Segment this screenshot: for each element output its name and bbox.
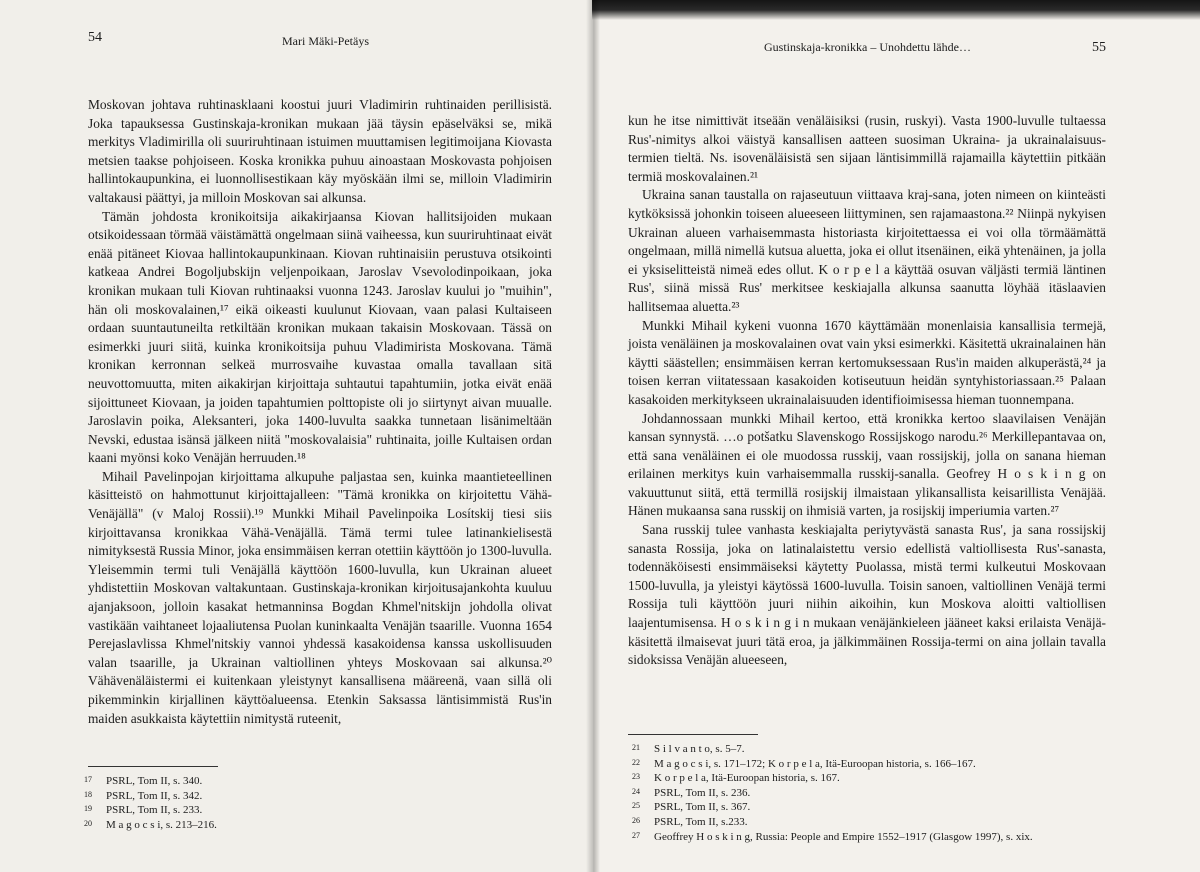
footnote-number: 24: [632, 786, 640, 796]
paragraph: Munkki Mihail kykeni vuonna 1670 käyttämään monenlaisia kansallisia termejä, joista venäläinen ja moskovalainen ovat vain yksi esimerkki. Käsitettä ukrainalainen hän käytti säästellen; ensimmäisen kerran kertomuksessaan Rus'in maiden alkuperästä,²⁴ ja toisen kerran viitatessaan kasakoiden kotiseutuun heidän syntyhistoriassaan.²⁵ Palaan kasakoiden merkitykseen ukrainalaisuuden identifioimisessa hieman tuonnempana.: [628, 317, 1106, 407]
body-text: [628, 112, 1106, 670]
footnote-text: PSRL, Tom II, s. 342.: [106, 789, 203, 802]
scan-shadow: [592, 0, 1200, 20]
footnote: [632, 771, 1102, 786]
footnotes: [84, 774, 544, 832]
footnote-number: 26: [632, 815, 640, 825]
body-text: [88, 96, 552, 728]
footnote-text: M a g o c s i, s. 171–172; K o r p e l a, Itä-Euroopan historia, s. 166–167.: [654, 757, 976, 770]
footnote: [84, 818, 544, 833]
footnote-text: PSRL, Tom II, s. 236.: [654, 786, 751, 799]
footnote: [632, 815, 1102, 830]
footnote: [84, 803, 544, 818]
footnote-number: 25: [632, 801, 640, 811]
footnote-text: S i l v a n t o, s. 5–7.: [654, 743, 745, 755]
footnote-number: 27: [632, 830, 640, 840]
footnote: [632, 800, 1102, 815]
footnote-text: PSRL, Tom II, s. 367.: [654, 801, 751, 814]
paragraph: Ukraina sanan taustalla on rajaseutuun viittaava kraj-sana, joten nimeen on kiinteästi kytköksissä johonkin toiseen alueeseen liittyminen, sen rajamaastona.²² Niinpä nykyisen Ukrainan alueen varhaisemmasta historiasta kirjoitettaessa ei voi olla törmäämättä ongelmaan, millä nimellä kutsua aluetta, joka ei ollut itsenäinen, eikä yhtenäinen, ja jolla ei yksiselitteistä nimeä edes ollut. K o r p e l a käyttää osuvan väljästi termiä läntinen Rus', siinä missä Rus' merkitsee keskiajalla alkunsa saanutta löyhää itäslaavien hallitsemaa aluetta.²³: [628, 187, 1106, 314]
footnote-rule: [88, 766, 218, 767]
footnote-text: PSRL, Tom II, s.233.: [654, 815, 748, 828]
left-page: [0, 0, 592, 872]
paragraph: Moskovan johtava ruhtinasklaani koostui juuri Vladimirin ruhtinaiden perillisistä. Joka tapauksessa Gustinskaja-kronikan mukaan jää täysin epäselväksi se, mikä merkitys Vladimirilla oli suuriruhtinaan istuimen muuttamisen legitimoijana Kiovasta metsien taakse pohjoiseen. Koska kronikka puhuu ainoastaan Moskovasta pohjoisen hallintokaupunkina, ei luonnollisestikaan käy myöskään ilmi se, milloin Vladimirin valtakausi päättyi, ja milloin Moskovan sai alkunsa.: [88, 97, 552, 205]
paragraph: Johdannossaan munkki Mihail kertoo, että kronikka kertoo slaavilaisen Venäjän kansan synnystä. …o potšatku Slavenskogo Rossijskogo narodu.²⁶ Merkillepantavaa on, että sana venäläinen ei ole muodossa russkij, vaan rossijskij, jolla on sanana hieman erilainen merkitys kuin varhaisemmalla russkij-sanalla. Geofrey H o s k i n g on vakuuttunut siitä, että termillä rosijskij ilmaistaan ylikansallista keisarillista Venäjää. Hänen mukaansa sana russkij on ihmisiä varten, ja rosijskij imperiumia varten.²⁷: [628, 410, 1106, 519]
footnote-rule: [628, 734, 758, 735]
footnote: [84, 774, 544, 789]
right-page: [592, 0, 1200, 872]
footnote: [632, 742, 1102, 757]
footnote-text: PSRL, Tom II, s. 340.: [106, 775, 203, 787]
footnote: [632, 786, 1102, 801]
footnote: [632, 830, 1102, 845]
footnote-number: 20: [84, 818, 92, 828]
running-head: Gustinskaja-kronikka – Unohdettu lähde…: [764, 40, 971, 54]
footnote: [632, 757, 1102, 772]
paragraph: kun he itse nimittivät itseään venäläisiksi (rusin, ruskyi). Vasta 1900-luvulle tultaessa Rus'-nimitys alkoi väistyä kansallisen aatteen suosiman Ukraina- ja ukrainalaisuus-termien tieltä. Ns. isovenäläisistä sen sijaan läntisimmillä rajamailla käytettiin pitkään termiä moskovalainen.²¹: [628, 113, 1106, 184]
page-number: 54: [88, 30, 102, 45]
footnote: [84, 789, 544, 804]
footnote-text: Geoffrey H o s k i n g, Russia: People and Empire 1552–1917 (Glasgow 1997), s. xix.: [654, 830, 1033, 843]
footnote-text: PSRL, Tom II, s. 233.: [106, 804, 203, 817]
footnote-number: 23: [632, 772, 640, 782]
footnote-number: 21: [632, 743, 640, 752]
footnote-number: 18: [84, 789, 92, 799]
footnote-number: 19: [84, 804, 92, 814]
paragraph: Sana russkij tulee vanhasta keskiajalta periytyvästä sanasta Rus', ja sana rossijskij sanasta Rossija, joka on latinalaistettu versio edellistä valtiollisesta Rus'-sanasta, todennäköisesti ensimmäiseksi käytetty Puolassa, mistä termi kulkeutui Moskovaan 1500-luvulla, ja yleistyi käytössä 1600-luvulla. Toisin sanoen, valtiollinen Venäjä termi Rossija tuli käyttöön juuri niihin aikoihin, kun Moskova aloitti valtiollisen laajentumisensa. H o s k i n g i n mukaan venäjänkieleen jääneet kaksi erilaista Venäjä-käsitettä ilmaisevat juuri tätä eroa, ja jälkimmäinen Rossija-termi on aina jollain tavalla sidoksissa Venäjän alueeseen,: [628, 522, 1106, 668]
paragraph: Mihail Pavelinpojan kirjoittama alkupuhe paljastaa sen, kuinka maantieteellinen käsitteistö on hahmottunut kirjoittajalleen: "Tämä kronikka on kirjoitettu Vähä-Venäjällä" (v Maloj Rossii).¹⁹ Munkki Mihail Pavelinpoika Losítskij tiesi siis kirjoittavansa kronikkaa Vähä-Venäjällä. Tämä termi tulee latinankielisestä nimityksestä Russia Minor, joka ensimmäisen kerran otettiin käyttöön jo 1300-luvulla. Yleisemmin termi tuli Venäjällä käyttöön 1600-luvulla, kun Ukrainan alueet yhdistettiin Moskovan valtakuntaan. Gustinskaja-kronikan kirjoitusajankohta kuuluu ajanjaksoon, jolloin kasakat hetmanninsa Bogdan Khmel'nitskijn johdolla olivat vastikään vaihtaneet lojaaliutensa Puolan kuninkaalta Venäjän tsaarille. Vuonna 1654 Perejaslavlissa Khmel'nitskiy vannoi yhdessä kasakoidensa kanssa uskollisuuden valan tsaarille, ja Ukrainan valtiollinen yhteys Moskovaan sai alkunsa.²⁰ Vähävenäläistermi ei kuitenkaan yleistynyt kansallisena määreenä, vaan sillä oli pikemminkin kirjallinen käyttöalueensa. Etenkin Saksassa läntisimmistä Rus'in maiden asukkaista käytettiin nimitystä ruteenit,: [88, 468, 552, 726]
paragraph: Tämän johdosta kronikoitsija aikakirjaansa Kiovan hallitsijoiden mukaan otsikoidessaan törmää väistämättä ongelmaan siinä vaiheessa, kun suuriruhtinaat eivät enää pitäneet Kiovaa hallintokaupunkinaan. Kiovan ruhtinaisiin perustuva otsikointi katkeaa Andrei Bogoljubskijn veljenpoikaan, Jaroslav Vsevolodinpoikaan, joka kronikan mukaan tuli Kiovan ruhtinaaksi vuonna 1243. Jaroslav kuului jo "muihin", hän oli moskovalainen,¹⁷ eikä oikeasti kuulunut Kiovaan, vaan palasi Kultaiseen ordaan suuntautuneilta retkiltään kronikan mukaan takaisin Moskovaan. Tässä on esimerkki juuri siitä, kuinka kronikoitsija puhuu Vladimirista Moskovana. Tämä kronikan kerronnan selkeä murrosvaihe kuvastaa omalla tavallaan sitä neuvottomuutta, miten aikakirjan kirjoittaja suhtautui tapahtumiin, jotka eivät enää sijoittuneet Kiovaan, ja joiden tapahtumien polttopiste oli jo siirtynyt aivan muualle. Jaroslavin poika, Aleksanteri, joka 1400-luvulta saakka tunnetaan lisänimeltään Nevski, edustaa isänsä jälkeen niitä "moskovalaisia" ruhtinaita, joille Kultaisen ordan kaani myönsi koko Venäjän herruuden.¹⁸: [88, 208, 552, 466]
footnotes: [632, 742, 1102, 844]
page-number: 55: [1092, 40, 1106, 55]
footnote-text: K o r p e l a, Itä-Euroopan historia, s. 167.: [654, 772, 840, 785]
footnote-number: 22: [632, 757, 640, 767]
running-head: Mari Mäki-Petäys: [282, 34, 369, 48]
footnote-number: 17: [84, 775, 92, 784]
footnote-text: M a g o c s i, s. 213–216.: [106, 818, 217, 831]
